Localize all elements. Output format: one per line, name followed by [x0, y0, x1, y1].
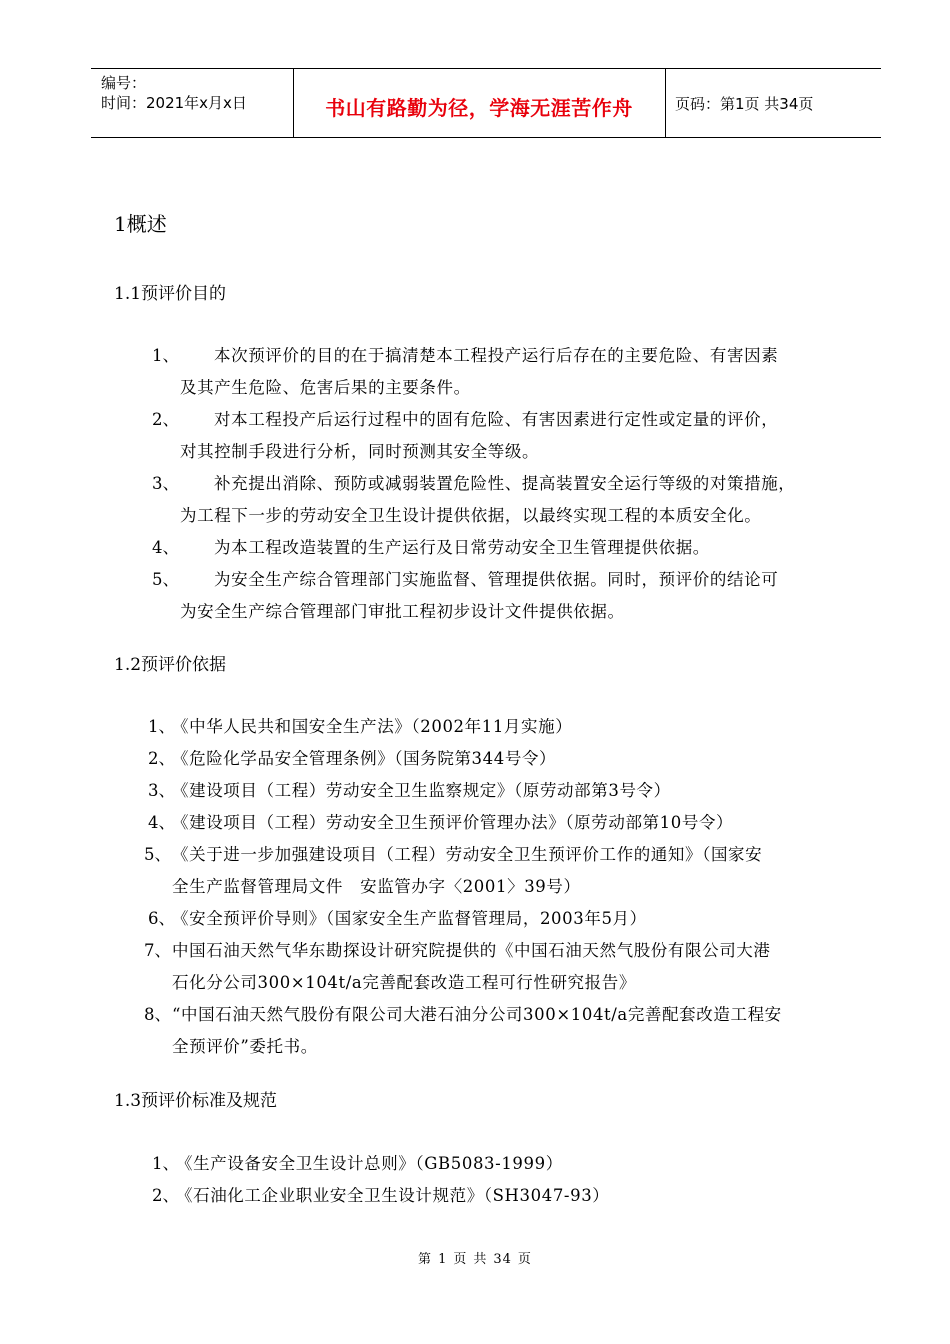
footer-ye: 页 [453, 1252, 468, 1267]
list-item-text: 为安全生产综合管理部门实施监督、管理提供依据。同时，预评价的结论可 [214, 570, 779, 589]
list-item-number: 5、 [152, 570, 179, 589]
header-left-cell [91, 69, 294, 137]
document-time-label: 时间：2021年x月x日 [101, 94, 247, 112]
list-item-number: 2、 [152, 410, 179, 429]
footer-page-number: 1 [438, 1252, 448, 1267]
list-item-text: 及其产生危险、危害后果的主要条件。 [180, 378, 471, 397]
list-item-text: 《建设项目（工程）劳动安全卫生预评价管理办法》（原劳动部第10号令） [172, 813, 734, 832]
list-item-number: 1、 [152, 1154, 179, 1173]
list-item-text: 《安全预评价导则》（国家安全生产监督管理局，2003年5月） [172, 909, 647, 928]
list-item-text: 对本工程投产后运行过程中的固有危险、有害因素进行定性或定量的评价， [214, 410, 779, 429]
list-item-number: 1、 [152, 346, 179, 365]
footer-di: 第 [418, 1252, 433, 1267]
document-code-label: 编号： [101, 74, 147, 92]
section-1-title: 1概述 [114, 212, 167, 236]
list-item-number: 3、 [152, 474, 179, 493]
list-item-number: 8、 [144, 1005, 171, 1024]
list-item-text: 《中华人民共和国安全生产法》（2002年11月实施） [172, 717, 573, 736]
list-item-number: 2、 [148, 749, 175, 768]
header-motto: 书山有路勤为径，学海无涯苦作舟 [325, 96, 633, 120]
footer-total-pages: 34 [493, 1252, 512, 1267]
list-item-number: 4、 [152, 538, 179, 557]
page-header [91, 68, 881, 138]
footer-ye2: 页 [517, 1252, 532, 1267]
page-footer [0, 1248, 950, 1267]
list-item-text: 本次预评价的目的在于搞清楚本工程投产运行后存在的主要危险、有害因素 [214, 346, 779, 365]
list-item-text: 全预评价”委托书。 [172, 1037, 318, 1056]
section-1-3-title: 1.3预评价标准及规范 [114, 1091, 278, 1111]
list-item-text: 为工程下一步的劳动安全卫生设计提供依据，以最终实现工程的本质安全化。 [180, 506, 762, 525]
section-1-1-title: 1.1预评价目的 [114, 284, 227, 304]
list-item-text: 全生产监督管理局文件 安监管办字〈2001〉39号） [172, 877, 581, 896]
list-item-text: 为本工程改造装置的生产运行及日常劳动安全卫生管理提供依据。 [214, 538, 710, 557]
section-1-2-title: 1.2预评价依据 [114, 655, 227, 675]
list-item-text: 《生产设备安全卫生设计总则》（GB5083-1999） [176, 1154, 563, 1173]
header-right-cell [665, 69, 881, 137]
list-item-text: 《危险化学品安全管理条例》（国务院第344号令） [172, 749, 557, 768]
list-item-text: 《建设项目（工程）劳动安全卫生监察规定》（原劳动部第3号令） [172, 781, 671, 800]
list-item-text: 对其控制手段进行分析，同时预测其安全等级。 [180, 442, 540, 461]
list-item-number: 5、 [144, 845, 171, 864]
list-item-number: 4、 [148, 813, 175, 832]
list-item-text: 中国石油天然气华东勘探设计研究院提供的《中国石油天然气股份有限公司大港 [172, 941, 771, 960]
list-item-number: 6、 [148, 909, 175, 928]
list-item-text: 《关于进一步加强建设项目（工程）劳动安全卫生预评价工作的通知》（国家安 [172, 845, 763, 864]
list-item-number: 7、 [144, 941, 171, 960]
list-item-text: 补充提出消除、预防或减弱装置危险性、提高装置安全运行等级的对策措施， [214, 474, 796, 493]
list-item-number: 3、 [148, 781, 175, 800]
footer-gong: 共 [473, 1252, 488, 1267]
header-page-number: 页码：第1页 共34页 [675, 95, 814, 113]
list-item-text: 为安全生产综合管理部门审批工程初步设计文件提供依据。 [180, 602, 625, 621]
list-item-number: 1、 [148, 717, 175, 736]
header-middle-cell [293, 69, 666, 137]
list-item-text: 石化分公司300×104t/a完善配套改造工程可行性研究报告》 [172, 973, 636, 992]
list-item-number: 2、 [152, 1186, 179, 1205]
list-item-text: 《石油化工企业职业安全卫生设计规范》（SH3047-93） [176, 1186, 610, 1205]
list-item-text: “中国石油天然气股份有限公司大港石油分公司300×104t/a完善配套改造工程安 [172, 1005, 782, 1024]
